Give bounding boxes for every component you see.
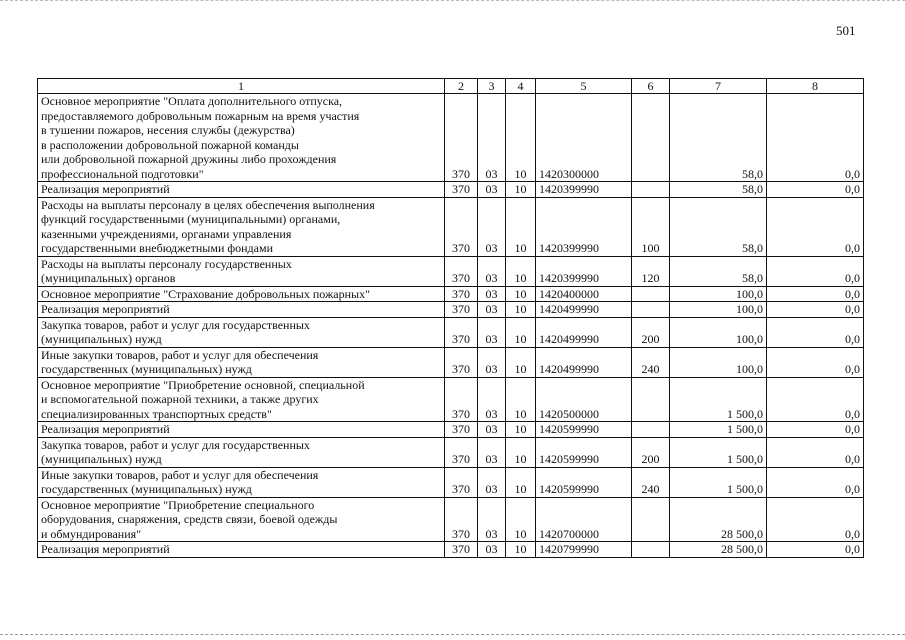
table-row	[38, 94, 864, 182]
cell-subsection: 10	[506, 94, 536, 182]
cell-item-name	[38, 286, 445, 302]
cell-item-name	[38, 377, 445, 422]
cell-section: 03	[478, 302, 506, 318]
cell-amount-2: 0,0	[767, 302, 864, 318]
item-name-line: Реализация мероприятий	[41, 422, 170, 436]
header-cell-2: 2	[445, 79, 478, 94]
cell-admin-code: 370	[445, 256, 478, 286]
cell-section: 03	[478, 317, 506, 347]
cell-expense-type	[632, 286, 670, 302]
cell-amount-2: 0,0	[767, 437, 864, 467]
cell-amount: 58,0	[670, 182, 767, 198]
header-cell-3: 3	[478, 79, 506, 94]
table-row	[38, 182, 864, 198]
header-cell-4: 4	[506, 79, 536, 94]
item-name-line: Реализация мероприятий	[41, 302, 170, 316]
item-name-line: и вспомогательной пожарной техники, а также других	[41, 392, 319, 406]
cell-section: 03	[478, 542, 506, 558]
cell-section: 03	[478, 437, 506, 467]
item-name-line: в тушении пожаров, несения службы (дежурства)	[41, 123, 295, 137]
cell-section: 03	[478, 347, 506, 377]
table-row	[38, 437, 864, 467]
cell-expense-type: 100	[632, 197, 670, 256]
cell-target-article: 1420499990	[536, 347, 632, 377]
cell-target-article: 1420399990	[536, 197, 632, 256]
item-name-line: Основное мероприятие "Приобретение специального	[41, 497, 315, 512]
page-number: 501	[836, 23, 856, 38]
cell-expense-type	[632, 94, 670, 182]
cell-amount-2: 0,0	[767, 467, 864, 497]
cell-target-article: 1420499990	[536, 317, 632, 347]
cell-target-article: 1420399990	[536, 182, 632, 198]
cell-subsection: 10	[506, 286, 536, 302]
cell-amount: 100,0	[670, 317, 767, 347]
cell-expense-type: 120	[632, 256, 670, 286]
cell-expense-type	[632, 542, 670, 558]
cell-amount-2: 0,0	[767, 377, 864, 422]
item-name-line: Основное мероприятие "Приобретение основной, специальной	[41, 377, 365, 392]
item-name-line: Основное мероприятие "Страхование добровольных пожарных"	[41, 286, 370, 301]
header-cell-5: 5	[536, 79, 632, 94]
cell-subsection: 10	[506, 542, 536, 558]
cell-amount-2: 0,0	[767, 497, 864, 542]
cell-target-article: 1420499990	[536, 302, 632, 318]
cell-expense-type	[632, 182, 670, 198]
cell-admin-code: 370	[445, 317, 478, 347]
cell-item-name	[38, 422, 445, 438]
cell-amount-2: 0,0	[767, 542, 864, 558]
cell-target-article: 1420599990	[536, 467, 632, 497]
cell-expense-type: 200	[632, 437, 670, 467]
cell-subsection: 10	[506, 437, 536, 467]
cell-target-article: 1420599990	[536, 422, 632, 438]
cell-amount-2: 0,0	[767, 317, 864, 347]
scan-top-edge	[0, 0, 905, 2]
cell-admin-code: 370	[445, 302, 478, 318]
cell-item-name	[38, 94, 445, 182]
cell-section: 03	[478, 422, 506, 438]
cell-target-article: 1420399990	[536, 256, 632, 286]
cell-item-name	[38, 437, 445, 467]
item-name-line: специализированных транспортных средств"	[41, 406, 272, 421]
cell-amount-2: 0,0	[767, 347, 864, 377]
cell-expense-type	[632, 377, 670, 422]
cell-amount-2: 0,0	[767, 94, 864, 182]
item-name-line: Реализация мероприятий	[41, 182, 170, 196]
item-name-line: государственных (муниципальных) нужд	[41, 482, 252, 496]
item-name-line: в расположении добровольной пожарной команды	[41, 137, 299, 152]
cell-section: 03	[478, 377, 506, 422]
cell-expense-type	[632, 422, 670, 438]
cell-amount: 58,0	[670, 197, 767, 256]
cell-amount: 28 500,0	[670, 542, 767, 558]
cell-amount: 1 500,0	[670, 467, 767, 497]
item-name-line: или добровольной пожарной дружины либо прохождения	[41, 152, 337, 166]
item-name-line: (муниципальных) нужд	[41, 452, 162, 466]
item-name-line: Иные закупки товаров, работ и услуг для обеспечения	[41, 467, 319, 482]
cell-expense-type	[632, 497, 670, 542]
cell-admin-code: 370	[445, 377, 478, 422]
cell-admin-code: 370	[445, 542, 478, 558]
cell-amount: 100,0	[670, 347, 767, 377]
cell-section: 03	[478, 94, 506, 182]
cell-section: 03	[478, 286, 506, 302]
cell-target-article: 1420500000	[536, 377, 632, 422]
cell-section: 03	[478, 182, 506, 198]
cell-target-article: 1420700000	[536, 497, 632, 542]
cell-admin-code: 370	[445, 347, 478, 377]
item-name-line: профессиональной подготовки"	[41, 166, 204, 181]
cell-item-name	[38, 542, 445, 558]
cell-expense-type: 200	[632, 317, 670, 347]
table-row	[38, 256, 864, 286]
cell-amount-2: 0,0	[767, 197, 864, 256]
cell-item-name	[38, 256, 445, 286]
cell-admin-code: 370	[445, 182, 478, 198]
cell-amount: 58,0	[670, 256, 767, 286]
header-cell-8: 8	[767, 79, 864, 94]
cell-subsection: 10	[506, 497, 536, 542]
cell-target-article: 1420400000	[536, 286, 632, 302]
item-name-line: государственных (муниципальных) нужд	[41, 362, 252, 376]
cell-subsection: 10	[506, 197, 536, 256]
cell-section: 03	[478, 467, 506, 497]
item-name-line: (муниципальных) органов	[41, 271, 176, 285]
cell-amount-2: 0,0	[767, 256, 864, 286]
item-name-line: Основное мероприятие "Оплата дополнительного отпуска,	[41, 94, 343, 108]
item-name-line: казенными учреждениями, органами управления	[41, 226, 292, 241]
cell-amount-2: 0,0	[767, 422, 864, 438]
table-row	[38, 197, 864, 256]
cell-target-article: 1420799990	[536, 542, 632, 558]
table-row	[38, 377, 864, 422]
cell-item-name	[38, 347, 445, 377]
item-name-line: Закупка товаров, работ и услуг для государственных	[41, 317, 310, 332]
cell-item-name	[38, 302, 445, 318]
cell-item-name	[38, 497, 445, 542]
item-name-line: Иные закупки товаров, работ и услуг для обеспечения	[41, 347, 319, 362]
item-name-line: Реализация мероприятий	[41, 542, 170, 556]
cell-amount-2: 0,0	[767, 182, 864, 198]
table-row	[38, 497, 864, 542]
cell-subsection: 10	[506, 347, 536, 377]
cell-amount: 1 500,0	[670, 377, 767, 422]
header-cell-1: 1	[38, 79, 445, 94]
cell-expense-type	[632, 302, 670, 318]
cell-subsection: 10	[506, 377, 536, 422]
table-row	[38, 347, 864, 377]
cell-item-name	[38, 197, 445, 256]
item-name-line: (муниципальных) нужд	[41, 332, 162, 346]
cell-expense-type: 240	[632, 347, 670, 377]
cell-target-article: 1420599990	[536, 437, 632, 467]
header-cell-7: 7	[670, 79, 767, 94]
cell-expense-type: 240	[632, 467, 670, 497]
table-row	[38, 467, 864, 497]
cell-target-article: 1420300000	[536, 94, 632, 182]
item-name-line: Расходы на выплаты персоналу в целях обеспечения выполнения	[41, 197, 375, 212]
cell-amount: 1 500,0	[670, 422, 767, 438]
cell-amount-2: 0,0	[767, 286, 864, 302]
cell-admin-code: 370	[445, 197, 478, 256]
cell-section: 03	[478, 197, 506, 256]
table-row	[38, 422, 864, 438]
cell-admin-code: 370	[445, 437, 478, 467]
cell-subsection: 10	[506, 302, 536, 318]
item-name-line: предоставляемого добровольным пожарным на время участия	[41, 108, 360, 123]
item-name-line: Расходы на выплаты персоналу государственных	[41, 256, 292, 271]
cell-subsection: 10	[506, 422, 536, 438]
cell-section: 03	[478, 497, 506, 542]
cell-subsection: 10	[506, 256, 536, 286]
table-row	[38, 317, 864, 347]
cell-admin-code: 370	[445, 422, 478, 438]
cell-admin-code: 370	[445, 286, 478, 302]
cell-section: 03	[478, 256, 506, 286]
table-header-row	[38, 79, 864, 94]
cell-subsection: 10	[506, 467, 536, 497]
cell-amount: 28 500,0	[670, 497, 767, 542]
item-name-line: оборудования, снаряжения, средств связи, боевой одежды	[41, 512, 338, 526]
header-cell-6: 6	[632, 79, 670, 94]
cell-amount: 100,0	[670, 302, 767, 318]
cell-amount: 1 500,0	[670, 437, 767, 467]
cell-amount: 100,0	[670, 286, 767, 302]
item-name-line: функций государственными (муниципальными) органами,	[41, 212, 341, 226]
cell-admin-code: 370	[445, 467, 478, 497]
cell-subsection: 10	[506, 182, 536, 198]
cell-admin-code: 370	[445, 94, 478, 182]
cell-item-name	[38, 182, 445, 198]
table-row	[38, 542, 864, 558]
item-name-line: Закупка товаров, работ и услуг для государственных	[41, 437, 310, 452]
cell-amount: 58,0	[670, 94, 767, 182]
item-name-line: государственными внебюджетными фондами	[41, 241, 274, 255]
cell-item-name	[38, 467, 445, 497]
cell-admin-code: 370	[445, 497, 478, 542]
table-row	[38, 302, 864, 318]
cell-subsection: 10	[506, 317, 536, 347]
scan-bottom-edge	[0, 634, 905, 636]
cell-item-name	[38, 317, 445, 347]
budget-table	[37, 78, 864, 558]
table-row	[38, 286, 864, 302]
item-name-line: и обмундирования"	[41, 526, 142, 541]
